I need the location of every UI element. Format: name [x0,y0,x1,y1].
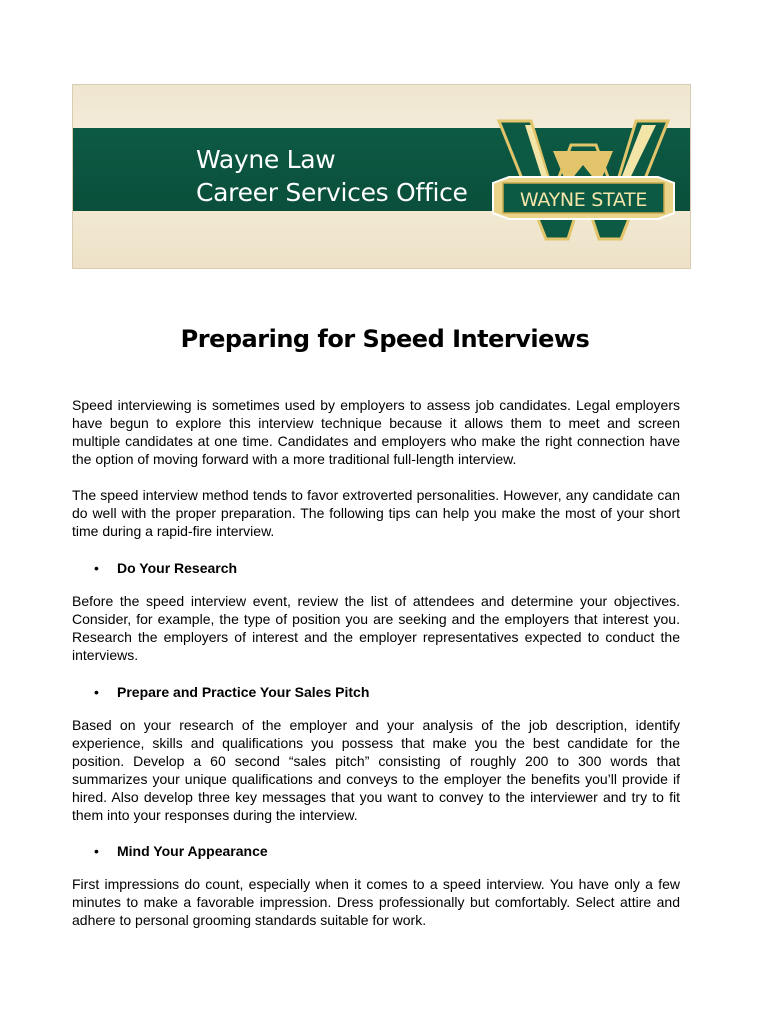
section-heading-sales-pitch [94,683,369,701]
section-heading-appearance [94,842,268,860]
logo-text: WAYNE STATE [519,189,648,211]
section-heading-text: Do Your Research [117,560,238,576]
section-body-appearance: First impressions do count, especially when it comes to a speed interview. You have only a few minutes to make a favorable impression. Dress professionally but comfortably. Select attire and adhere to personal grooming standards suitable for work. [72,876,680,928]
bullet-icon: • [94,843,99,859]
bullet-icon: • [94,684,99,700]
section-body-sales-pitch: Based on your research of the employer and your analysis of the job description, identify experience, skills and qualifications you possess that make you the best candidate for the position. Develop a 60 second “sales pitch” consisting of roughly 200 to 300 words that summarizes your unique qualifications and conveys to the employer the benefits you’ll provide if hired. Also develop three key messages that you want to convey to the interviewer and try to fit them into your responses during the interview. [72,717,680,823]
intro-paragraph-1: Speed interviewing is sometimes used by employers to assess job candidates. Legal employers have begun to explore this interview technique because it allows them to meet and screen multiple candidates at one time. Candidates and employers who make the right connection have the option of moving forward with a more traditional full-length interview. [72,397,680,467]
office-title [196,143,468,209]
intro-paragraph-2: The speed interview method tends to favor extroverted personalities. However, any candidate can do well with the proper preparation. The following tips can help you make the most of your short time during a rapid-fire interview. [72,487,680,539]
page-title: Preparing for Speed Interviews [180,325,590,353]
office-title-line2: Career Services Office [196,178,468,207]
section-heading-text: Mind Your Appearance [117,843,268,859]
wayne-state-logo [491,115,676,245]
section-body-research: Before the speed interview event, review the list of attendees and determine your objectives. Consider, for example, the type of position you are seeking and the employers that interest you. Research the employers of interest and the employer representatives expected to conduct the interviews. [72,593,680,663]
office-title-line1: Wayne Law [196,145,336,174]
section-heading-text: Prepare and Practice Your Sales Pitch [117,684,370,700]
header-banner [72,84,691,269]
bullet-icon: • [94,560,99,576]
section-heading-research [94,559,237,577]
